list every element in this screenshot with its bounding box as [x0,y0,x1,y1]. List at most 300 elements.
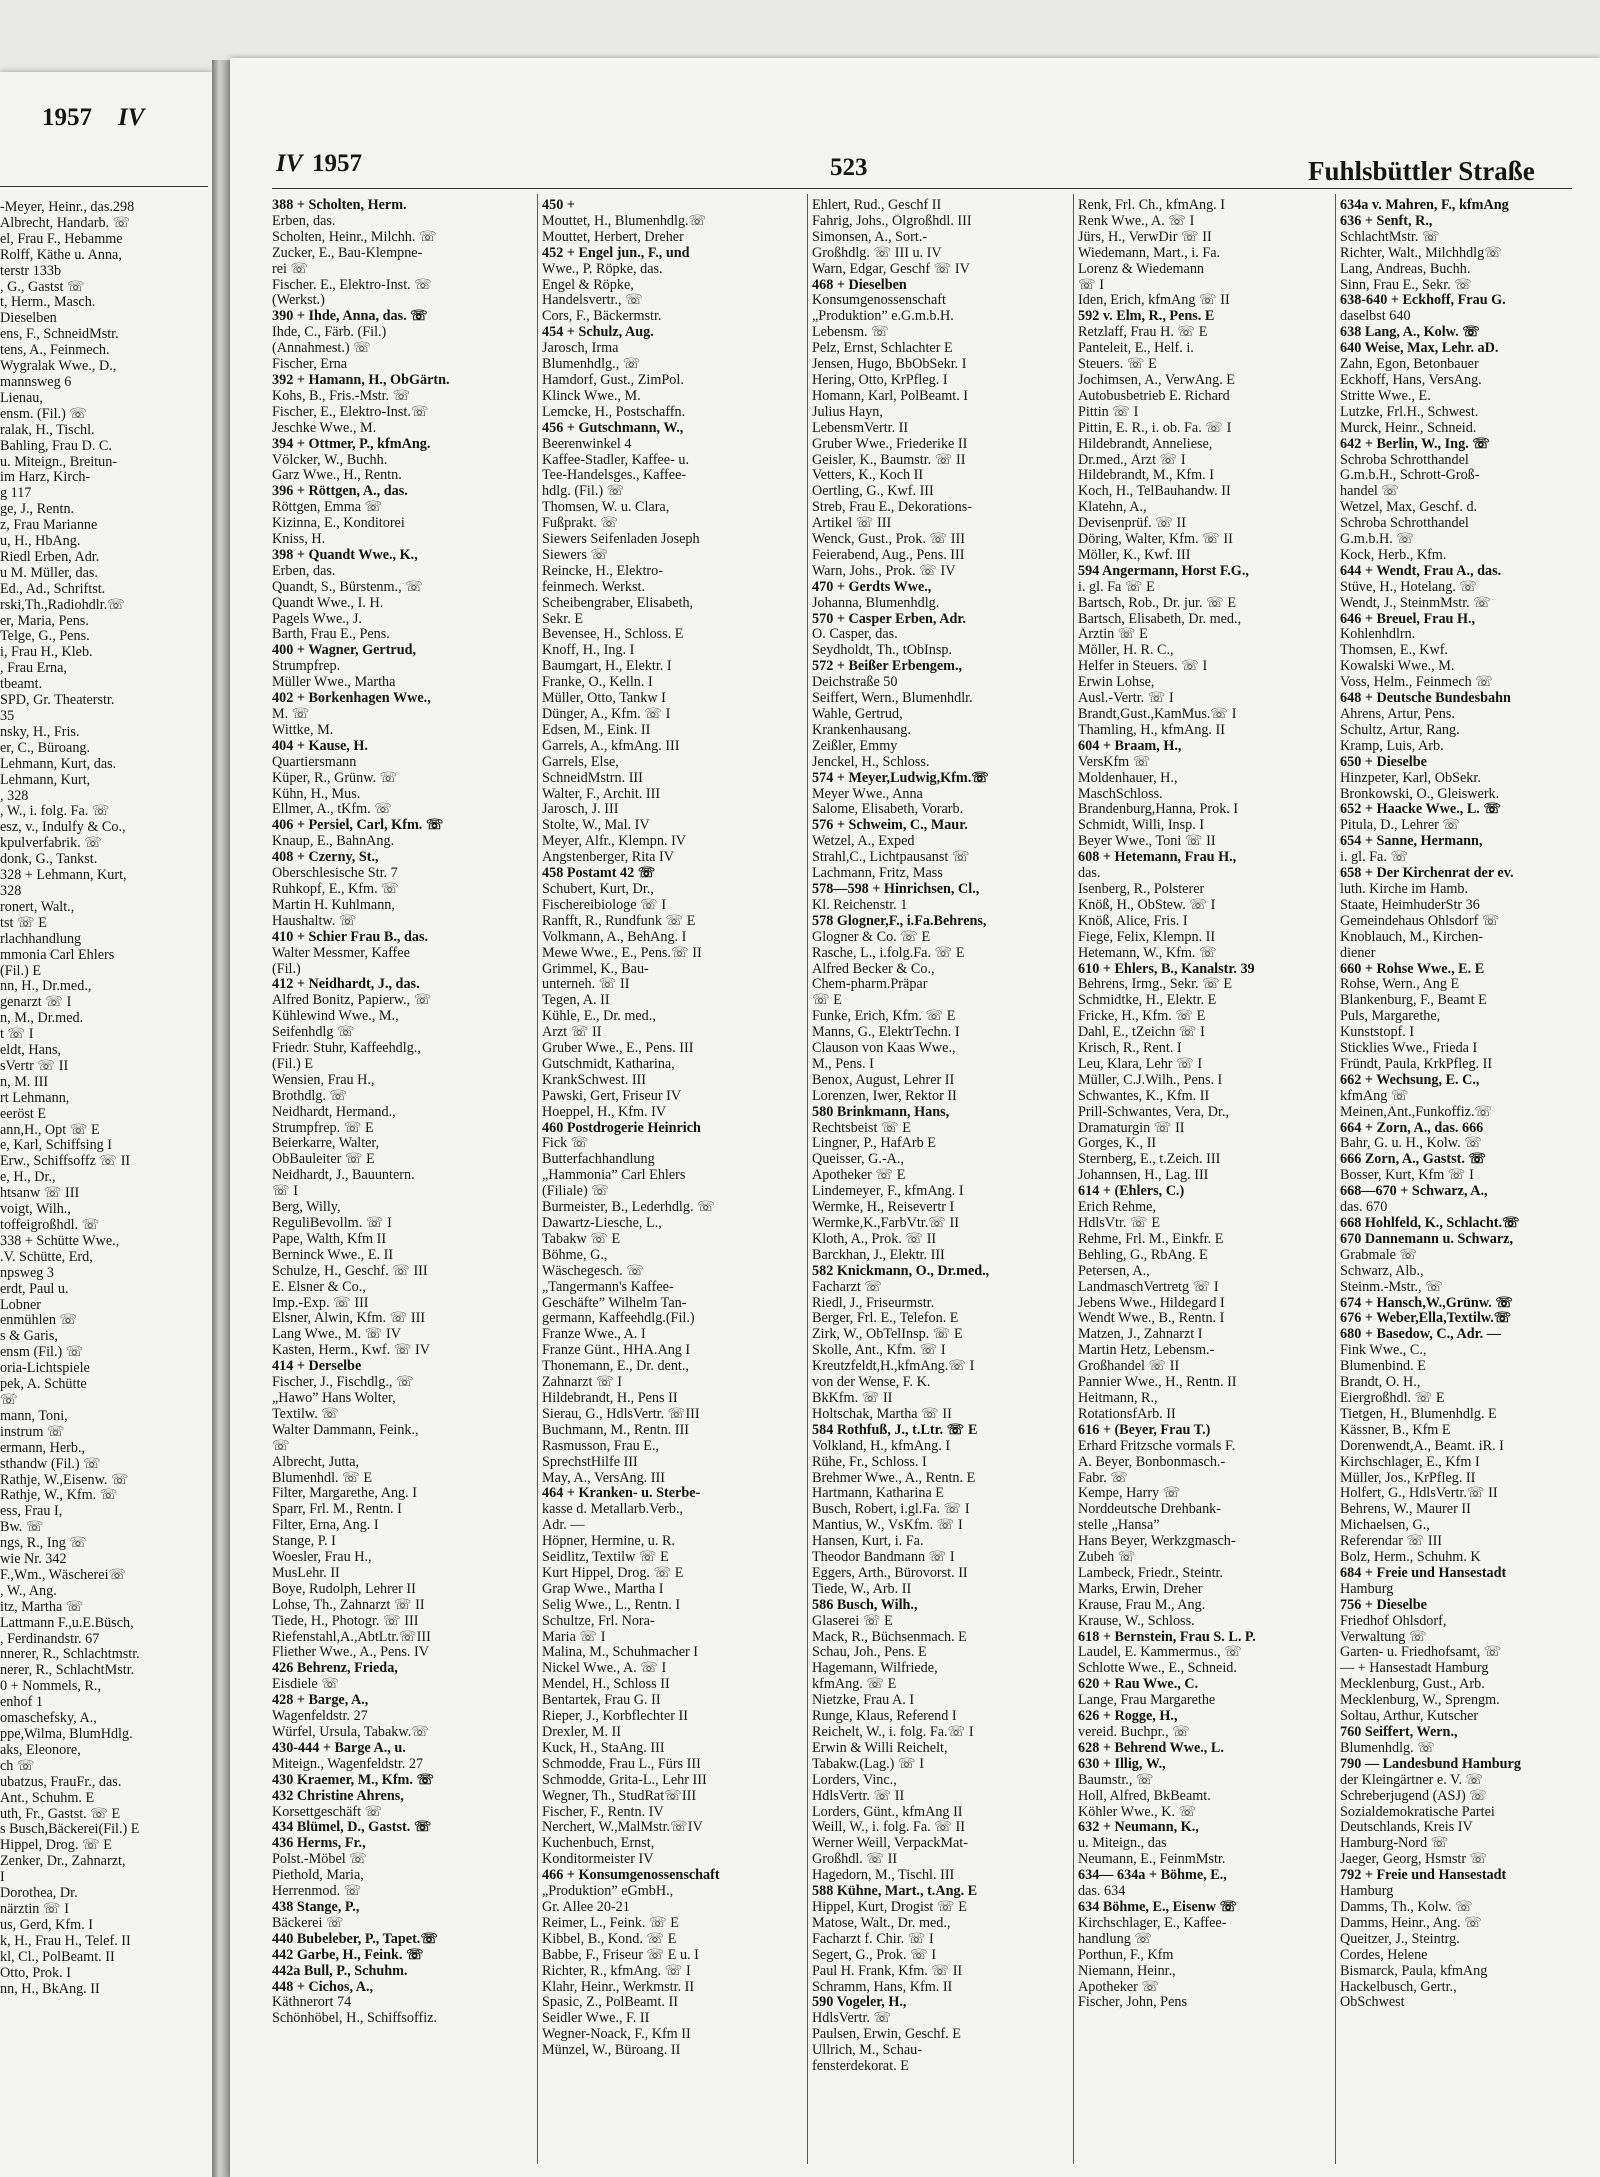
directory-line: Klatehn, A., [1078,500,1147,516]
street-title: Fuhlsbüttler Straße [1308,156,1535,186]
directory-line: Knoblauch, M., Kirchen- [1340,929,1484,945]
directory-line: Dahl, E., tZeichn ☏ I [1078,1025,1205,1041]
directory-line: Fischer. E., Elektro-Inst. ☏ [272,277,432,293]
directory-line: närztin ☏ I [0,1901,69,1917]
directory-line: Sparr, Frl. M., Rentn. I [272,1502,402,1518]
directory-line: Nietzke, Frau A. I [812,1693,915,1709]
directory-line: Fabr. ☏ [1078,1470,1129,1486]
directory-line: der Kleingärtner e. V. ☏ [1340,1772,1484,1788]
directory-line: Queitzer, J., Steintrg. [1340,1931,1460,1947]
directory-line: Barth, Frau E., Pens. [272,627,390,643]
directory-line: ens, F., SchneidMstr. [0,327,119,343]
directory-line: M. ☏ [272,707,310,722]
directory-line: 578—598 + Hinrichsen, Cl., [812,881,980,897]
directory-line: 412 + Neidhardt, J., das. [272,977,420,993]
directory-line: HdlsVertr. ☏ II [812,1788,905,1804]
directory-line: Mouttet, H., Blumenhdlg.☏ [542,213,707,229]
directory-line: Dawartz-Liesche, L., [542,1216,662,1231]
directory-line: Niemann, Heinr., [1078,1963,1176,1979]
directory-line: Käthnerort 74 [272,1995,352,2011]
directory-line: Petersen, A., [1078,1263,1150,1279]
directory-line: Schroba Schrotthandel [1340,452,1469,468]
directory-line: 458 Postamt 42 ☏ [542,866,656,882]
directory-line: Fick ☏ [542,1136,589,1152]
directory-line: Krankenhausang. [812,722,911,738]
directory-line: Jebens Wwe., Hildegard I [1078,1295,1225,1311]
directory-line: Lindemeyer, F., kfmAng. I [812,1184,964,1200]
directory-line: Funke, Erich, Kfm. ☏ E [812,1009,956,1025]
directory-line: oria-Lichtspiele [0,1361,90,1377]
directory-line: Bronkowski, O., Gleiswerk. [1340,786,1500,802]
directory-line: Ant., Schuhm. E [0,1790,95,1806]
directory-line: Zubeh ☏ [1078,1550,1136,1566]
directory-line: handel ☏ [1340,484,1400,500]
directory-line: Segert, G., Prok. ☏ I [812,1947,937,1963]
directory-line: Wwe., P. Röpke, das. [542,261,663,277]
directory-line: Reincke, H., Elektro- [542,563,663,579]
directory-line: HdlsVertr. ☏ [812,2011,892,2027]
directory-line: Cordes, Helene [1340,1947,1428,1963]
directory-line: Polst.-Möbel ☏ [272,1852,367,1868]
directory-line: Angstenberger, Rita IV [542,850,674,866]
directory-line: Pannier Wwe., H., Rentn. II [1078,1375,1237,1391]
directory-line: Dr.med., Ärzt ☏ I [1078,452,1186,468]
directory-line: 648 + Deutsche Bundesbahn [1340,691,1511,707]
directory-line: Hagedorn, M., Tischl. III [812,1868,955,1884]
directory-line: Kibbel, B., Kond. ☏ E [542,1931,677,1947]
directory-line: 456 + Gutschmann, W., [542,420,684,436]
directory-line: esz, v., Indulfy & Co., [0,820,126,836]
directory-line: Sierau, G., HdlsVertr. ☏III [542,1406,700,1422]
right-header-rule [272,188,1572,189]
directory-line: Bismarck, Paula, kfmAng [1340,1963,1488,1979]
directory-line: Garrels, Else, [542,754,619,770]
directory-line: Albrecht, Handarb. ☏ [0,215,131,231]
directory-line: 328 + Lehmann, Kurt, [0,868,127,884]
directory-line: 660 + Rohse Wwe., E. E [1340,961,1485,977]
directory-line: Nerchert, W.,MalMstr.☏IV [542,1820,703,1836]
directory-line: Erhard Fritzsche vormals F. [1078,1438,1236,1454]
directory-line: Ellmer, A., tKfm. ☏ [272,802,393,818]
directory-line: Piethold, Maria, [272,1868,364,1884]
directory-line: Brandt, O. H., [1340,1375,1421,1391]
directory-line: Geschäfte” Wilhelm Tan- [542,1295,687,1311]
directory-column-3 [812,198,1070,2168]
directory-line: -Meyer, Heinr., das.298 [0,200,135,215]
directory-line: Gr. Allee 20-21 [542,1899,630,1915]
directory-line: Mack, R., Büchsenmach. E [812,1629,967,1645]
directory-line: Kock, Herb., Kfm. [1340,547,1447,563]
directory-line: Streb, Frau E., Dekorations- [812,500,972,516]
directory-line: Engel & Röpke, [542,277,634,293]
directory-line: 588 Kühne, Mart., t.Ang. E [812,1884,978,1900]
directory-line: Lehmann, Kurt, [0,772,91,788]
directory-line: Buchmann, M., Rentn. III [542,1422,689,1438]
directory-line: Alfred Becker & Co., [812,961,935,977]
directory-line: Kunststopf. I [1340,1025,1415,1041]
directory-line: 410 + Schier Frau B., das. [272,929,429,945]
directory-line: kl, Cl., PolBeamt. II [0,1949,115,1965]
directory-line: Tietgen, H., Blumenhdlg. E [1340,1406,1497,1422]
directory-line: g 117 [0,486,32,502]
directory-line: Runge, Klaus, Referend I [812,1709,957,1725]
directory-line: Franke, O., Kelln. I [542,675,653,691]
directory-line: Hackelbusch, Gertr., [1340,1979,1457,1995]
directory-line: Wygralak Wwe., D., [0,359,117,375]
directory-line: Behling, G., RbAng. E [1078,1247,1208,1263]
directory-line: Tabakw ☏ E [542,1231,621,1247]
directory-line: 582 Knickmann, O., Dr.med., [812,1263,990,1279]
directory-line: Berninck Wwe., E. II [272,1247,394,1263]
directory-line: Rasmusson, Frau E., [542,1438,660,1454]
directory-line: Soltau, Arthur, Kutscher [1340,1709,1479,1725]
directory-line: Filter, Margarethe, Ang. I [272,1486,417,1502]
directory-line: Wahle, Gertrud, [812,707,903,722]
directory-line: Wermke, H., Reisevertr I [812,1200,955,1216]
directory-line: Staate, HeimhuderStr 36 [1340,897,1480,913]
directory-line: Chem-pharm.Präpar [812,977,928,993]
directory-line: 640 Weise, Max, Lehr. aD. [1340,341,1499,357]
directory-line: Dorenwendt,A., Beamt. iR. I [1340,1438,1504,1454]
directory-line: u. Miteign., Breitun- [0,454,118,470]
directory-line: Devisenprüf. ☏ II [1078,516,1186,532]
directory-line: 0 + Nommels, R., [0,1679,102,1695]
directory-line: 614 + (Ehlers, C.) [1078,1184,1185,1200]
directory-line: Zenker, Dr., Zahnarzt, [0,1854,126,1870]
directory-line: nnerer, R., Schlachtmstr. [0,1647,140,1663]
directory-line: Lattmann F.,u.E.Büsch, [0,1615,134,1631]
directory-line: 632 + Neumann, K., [1078,1820,1199,1836]
directory-line: Kühle, E., Dr. med., [542,1009,656,1025]
directory-line: Krause, W., Schloss. [1078,1613,1195,1629]
directory-line: Clauson von Kaas Wwe., [812,1041,956,1057]
directory-line: Queisser, G.-A., [812,1152,905,1168]
directory-line: Brehmer Wwe., A., Rentn. E [812,1470,976,1486]
directory-line: Meinen,Ant.,Funkoffiz.☏ [1340,1104,1493,1120]
directory-line: terstr 133b [0,263,62,279]
directory-line: voigt, Wilh., [0,1202,71,1218]
directory-line: Eggers, Arth., Bürovorst. II [812,1565,968,1581]
directory-line: rski,Th.,Radiohdlr.☏ [0,597,125,613]
directory-line: , W., i. folg. Fa. ☏ [0,804,110,820]
directory-line: sVertr ☏ II [0,1058,69,1074]
directory-line: „Produktion” eGmbH., [542,1884,674,1900]
directory-line: 468 + Dieselben [812,277,907,293]
directory-line: t, Herm., Masch. [0,295,96,311]
directory-line: 35 [0,709,15,724]
directory-line: 578 Glogner,F., i.Fa.Behrens, [812,913,987,929]
directory-line: Neumann, E., FeinmMstr. [1078,1852,1226,1868]
directory-line: Barckhan, J., Elektr. III [812,1247,945,1263]
directory-line: das. [1078,866,1101,882]
directory-line: Bw. ☏ [0,1520,44,1536]
directory-line: ch ☏ [0,1758,35,1774]
directory-line: Tiede, H., Photogr. ☏ III [272,1613,419,1629]
directory-line: genarzt ☏ I [0,995,72,1011]
directory-line: Fischer, J., Fischdlg., ☏ [272,1375,414,1391]
directory-line: t ☏ I [0,1027,34,1043]
directory-line: Hoeppel, H., Kfm. IV [542,1104,667,1120]
directory-line: Hildebrandt, Anneliese, [1078,436,1213,452]
directory-line: Seiffert, Wern., Blumenhdlr. [812,691,973,707]
directory-line: Garz Wwe., H., Rentn. [272,468,402,484]
directory-line: luth. Kirche im Hamb. [1340,881,1469,897]
directory-line: pek, A. Schütte [0,1377,87,1393]
directory-line: Seifenhdlg ☏ [272,1025,355,1041]
directory-line: 574 + Meyer,Ludwig,Kfm.☏ [812,770,990,786]
directory-line: Pawski, Gert, Friseur IV [542,1088,682,1104]
directory-line: 398 + Quandt Wwe., K., [272,547,418,563]
directory-line: Sinn, Frau E., Sekr. ☏ [1340,277,1473,293]
directory-line: Klinck Wwe., M. [542,388,641,404]
directory-line: Glaserei ☏ E [812,1613,893,1629]
directory-line: Mewe Wwe., E., Pens.☏ II [542,945,702,961]
directory-line: Verwaltung ☏ [1340,1629,1427,1645]
directory-line: G.m.b.H. ☏ [1340,532,1415,548]
directory-line: Fischer, John, Pens [1078,1995,1187,2011]
directory-line: Fründt, Paula, KrkPfleg. II [1340,1056,1493,1072]
directory-line: 390 + Ihde, Anna, das. ☏ [272,309,428,325]
directory-line: 404 + Kause, H. [272,738,368,754]
directory-line: Geisler, K., Baumstr. ☏ II [812,452,966,468]
directory-line: ralak, H., Tischl. [0,422,95,438]
directory-line: Brandenburg,Hanna, Prok. I [1078,802,1239,818]
directory-line: Johanna, Blumenhdlg. [812,595,940,611]
directory-line: Strumpfrep. ☏ E [272,1120,374,1136]
directory-line: 440 Bubeleber, P., Tapet.☏ [272,1931,439,1947]
directory-line: Küper, R., Grünw. ☏ [272,770,398,786]
directory-line: Lorders, Vinc., [812,1772,897,1788]
directory-line: Hippel, Drog. ☏ E [0,1838,112,1854]
directory-line: LandmaschVertretg ☏ I [1078,1279,1219,1295]
directory-line: Wittke, M. [272,722,334,738]
directory-line: 430 Kraemer, M., Kfm. ☏ [272,1772,435,1788]
directory-line: 634 Böhme, E., Eisenw ☏ [1078,1899,1238,1915]
directory-line: Kohs, B., Fris.-Mstr. ☏ [272,388,411,404]
directory-line: Baumstr., ☏ [1078,1772,1154,1788]
directory-line: handlung ☏ [1078,1931,1153,1947]
directory-line: Jochimsen, A., VerwAng. E [1078,372,1235,388]
directory-line: Edsen, M., Eink. II [542,722,651,738]
directory-line: Wäschegesch. ☏ [542,1263,645,1279]
directory-line: MusLehr. II [272,1565,340,1581]
directory-line: Lehmann, Kurt, das. [0,756,117,772]
directory-line: Dorothea, Dr. [0,1886,78,1902]
left-volume: IV [118,104,145,131]
directory-line: 644 + Wendt, Frau A., das. [1340,563,1502,579]
directory-line: aks, Eleonore, [0,1742,81,1758]
directory-line: Prill-Schwantes, Vera, Dr., [1078,1104,1230,1120]
directory-line: Kässner, B., Kfm E [1340,1422,1451,1438]
directory-line: 610 + Ehlers, B., Kanalstr. 39 [1078,961,1255,977]
directory-line: Drexler, M. II [542,1725,622,1740]
directory-line: 414 + Derselbe [272,1359,362,1375]
directory-line: Lange, Frau Margarethe [1078,1693,1216,1709]
left-page-header [0,72,212,172]
directory-line: Salome, Elisabeth, Vorarb. [812,802,964,818]
directory-line: 576 + Schweim, C., Maur. [812,818,968,834]
directory-line: Homann, Karl, PolBeamt. I [812,388,969,404]
directory-line: kpulverfabrik. ☏ [0,836,103,852]
directory-line: 426 Behrenz, Frieda, [272,1661,398,1677]
directory-line: Höpner, Hermine, u. R. [542,1534,676,1550]
directory-line: ensm (Fil.) ☏ [0,1345,84,1361]
directory-line: eeröst E [0,1106,47,1122]
directory-line: Pelz, Ernst, Schlachter E [812,341,953,357]
directory-line: Beierkarre, Walter, [272,1136,380,1152]
directory-line: tbeamt. [0,677,43,693]
directory-line: Kurt Hippel, Drog. ☏ E [542,1565,684,1581]
directory-line: Grap Wwe., Martha I [542,1581,664,1597]
directory-line: 676 + Weber,Ella,Textilw.☏ [1340,1311,1512,1327]
directory-line: Alfred Bonitz, Papierw., ☏ [272,993,432,1009]
directory-line: Beerenwinkel 4 [542,436,632,452]
directory-line: Franze Wwe., A. I [542,1327,646,1343]
directory-line: 590 Vogeler, H., [812,1995,907,2011]
directory-line: Hippel, Kurt, Drogist ☏ E [812,1899,967,1915]
directory-line: Pape, Walth, Kfm II [272,1231,387,1247]
directory-line: ess, Frau I, [0,1504,63,1520]
directory-line: Hetemann, W., Kfm. ☏ [1078,945,1217,961]
directory-line: Ehlert, Rud., Geschf II [812,198,942,213]
directory-line: Moldenhauer, H., [1078,770,1178,786]
directory-line: Rathje, W., Kfm. ☏ [0,1488,118,1504]
directory-line: Schmidt, Willi, Insp. I [1078,818,1205,834]
directory-line: Reichelt, W., i. folg. Fa.☏ I [812,1725,974,1740]
directory-line: Hans Beyer, Werkzgmasch- [1078,1534,1236,1550]
directory-line: Kizinna, E., Konditorei [272,516,405,532]
directory-line: 408 + Czerny, St., [272,850,379,866]
directory-line: Riedl, J., Friseurmstr. [812,1295,935,1311]
directory-line: Lutzke, Frl.H., Schwest. [1340,404,1479,420]
directory-line: ronert, Walt., [0,899,75,915]
directory-line: Holfert, G., HdlsVertr.☏ II [1340,1486,1498,1502]
directory-line: Martin H. Kuhlmann, [272,897,395,913]
directory-line: mann, Toni, [0,1408,68,1424]
directory-line: SPD, Gr. Theaterstr. [0,693,115,709]
directory-line: nerer, R., SchlachtMstr. [0,1663,135,1679]
directory-line: Baumgart, H., Elektr. I [542,659,672,675]
directory-line: Döring, Walter, Kfm. ☏ II [1078,532,1233,548]
directory-line: Norddeutsche Drehbank- [1078,1502,1222,1518]
directory-line: er, C., Büroang. [0,740,91,756]
directory-line: Stritte Wwe., E. [1340,388,1431,404]
directory-line: Skolle, Ant., Kfm. ☏ I [812,1343,946,1359]
directory-line: mmonia Carl Ehlers [0,947,115,963]
directory-line: Kniss, H. [272,532,326,548]
directory-line: F.,Wm., Wäscherei☏ [0,1567,127,1583]
directory-line: Berger, Frl. E., Telefon. E [812,1311,959,1327]
directory-line: Hamburg [1340,1884,1394,1900]
directory-line: 432 Christine Ahrens, [272,1788,404,1804]
directory-line: 438 Stange, P., [272,1899,360,1915]
directory-line: Ranfft, R., Rundfunk ☏ E [542,913,696,929]
directory-line: Rehme, Frl. M., Einkfr. E [1078,1231,1224,1247]
directory-line: Neidhardt, J., Bauuntern. [272,1168,415,1184]
directory-line: 436 Herms, Fr., [272,1836,366,1852]
directory-line: Bevensee, H., Schloss. E [542,627,684,643]
directory-line: Zahnarzt ☏ I [542,1375,622,1391]
directory-line: Facharzt f. Chir. ☏ I [812,1931,934,1947]
directory-line: feinmech. Werkst. [542,579,645,595]
directory-line: Meyer, Alfr., Klempn. IV [542,834,687,850]
directory-line: ObBauleiter ☏ E [272,1152,375,1168]
directory-line: Kühlewind Wwe., M., [272,1009,399,1025]
directory-line: Vetters, K., Koch II [812,468,924,484]
directory-line: Seidler Wwe., F. II [542,2011,650,2027]
directory-line: (Fil.) E [0,963,41,979]
directory-line: ☏ E [812,993,842,1009]
directory-line: fensterdekorat. E [812,2059,909,2075]
directory-line: Garrels, A., kfmAng. III [542,738,680,754]
directory-line: Jürs, H., VerwDir ☏ II [1078,229,1212,245]
directory-line: er, Maria, Pens. [0,613,89,629]
directory-line: Knöß, H., ObStew. ☏ I [1078,897,1216,913]
directory-line: M., Pens. I [812,1056,874,1072]
directory-line: Röttgen, Emma ☏ [272,500,383,516]
directory-line: 760 Seiffert, Wern., [1340,1725,1458,1740]
directory-line: Sternberg, E., t.Zeich. III [1078,1152,1221,1168]
directory-line: 448 + Cichos, A., [272,1979,374,1995]
directory-line: Erwin Lohse, [1078,675,1155,691]
directory-line: Steinm.-Mstr., ☏ [1340,1279,1443,1295]
directory-line: 338 + Schütte Wwe., [0,1233,120,1249]
directory-line: 402 + Borkenhagen Wwe., [272,691,431,707]
directory-line: Lobner [0,1297,41,1313]
directory-line: von der Wense, F. K. [812,1375,931,1391]
directory-line: Strumpfrep. [272,659,341,675]
directory-line: Lang Wwe., M. ☏ IV [272,1327,401,1343]
directory-line: I [0,1870,5,1886]
directory-line: htsanw ☏ III [0,1186,80,1202]
directory-line: Richter, Walt., Milchhdlg☏ [1340,245,1502,261]
directory-line: Kowalski Wwe., M. [1340,659,1455,675]
directory-line: Ausl.-Vertr. ☏ I [1078,691,1174,707]
directory-line: 792 + Freie und Hansestadt [1340,1868,1507,1884]
directory-line: 594 Angermann, Horst F.G., [1078,563,1249,579]
directory-line: Blumenhdlg. ☏ [1340,1740,1435,1756]
directory-line: Bahr, G. u. H., Kolw. ☏ [1340,1136,1482,1152]
directory-line: Großhdl. ☏ II [812,1852,898,1868]
directory-line: Martin Hetz, Lebensm.- [1078,1343,1215,1359]
directory-line: Schultze, Frl. Nora- [542,1613,655,1629]
directory-line: wie Nr. 342 [0,1552,67,1568]
directory-line: 668—670 + Schwarz, A., [1340,1184,1488,1200]
column-rule [1335,194,1336,2164]
directory-line: Hildebrandt, M., Kfm. I [1078,468,1214,484]
directory-line: 652 + Haacke Wwe., L. ☏ [1340,802,1502,818]
book-gutter [212,60,230,2177]
right-volume: IV [276,150,303,177]
directory-line: Hamburg [1340,1581,1394,1597]
directory-line: sthandw (Fil.) ☏ [0,1456,101,1472]
directory-line: Helfer in Steuers. ☏ I [1078,659,1208,675]
directory-line: Lienau, [0,390,43,406]
directory-line: Kasten, Herm., Kwf. ☏ IV [272,1343,431,1359]
directory-line: Schroba Schrotthandel [1340,516,1469,532]
directory-line: Eiergroßhdl. ☏ E [1340,1390,1445,1406]
directory-line: ppe,Wilma, BlumHdlg. [0,1727,133,1742]
directory-line: Paulsen, Erwin, Geschf. E [812,2027,961,2043]
directory-line: Oertling, G., Kwf. III [812,484,934,500]
directory-line: Thomsen, W. u. Clara, [542,500,670,516]
directory-line: Zahn, Egon, Betonbauer [1340,357,1479,373]
directory-line: Herrenmod. ☏ [272,1884,362,1900]
directory-line: Bolz, Herm., Schuhm. K [1340,1550,1481,1566]
directory-line: Zeißler, Emmy [812,738,898,754]
directory-line: diener [1340,945,1376,961]
left-page [0,72,212,2177]
